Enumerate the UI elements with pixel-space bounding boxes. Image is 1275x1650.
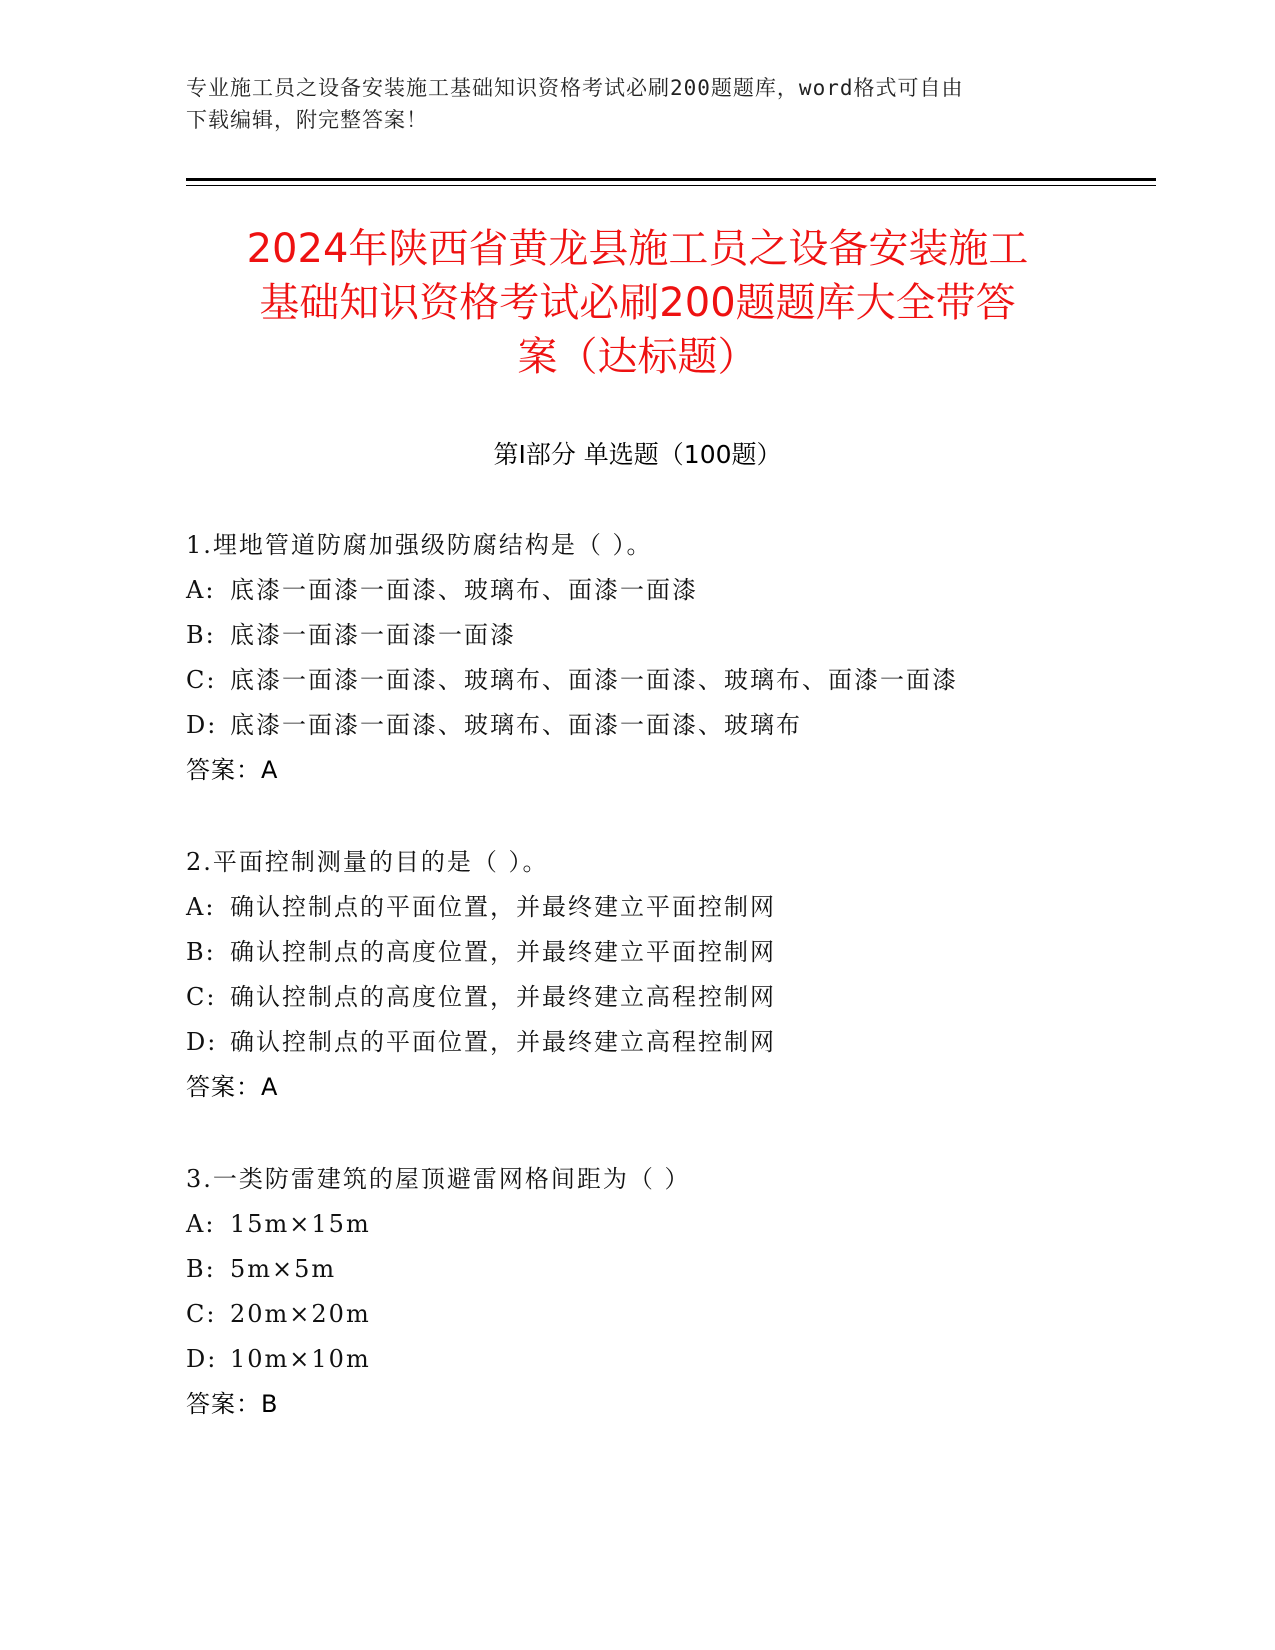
header-note [186,72,1066,136]
option-text: 底漆一面漆一面漆、玻璃布、面漆一面漆、玻璃布、面漆一面漆 [230,666,958,694]
header-divider-thin [186,185,1156,186]
option-text: 底漆一面漆一面漆一面漆 [230,621,516,649]
document-title-line-1: 2024年陕西省黄龙县施工员之设备安装施工 [246,226,1029,272]
option-c [186,658,1086,703]
question-2 [186,840,1086,1110]
option-a [186,568,1086,613]
option-b [186,613,1086,658]
option-key: B: [186,621,216,649]
option-key: B: [186,938,216,966]
question-1 [186,523,1086,793]
option-key: C: [186,983,217,1011]
option-text: 底漆一面漆一面漆、玻璃布、面漆一面漆 [230,576,698,604]
option-text: 底漆一面漆一面漆、玻璃布、面漆一面漆、玻璃布 [230,711,802,739]
option-a [186,1202,1086,1247]
header-note-line-1: 专业施工员之设备安装施工基础知识资格考试必刷200题题库，word格式可自由 [186,76,964,100]
option-d [186,703,1086,748]
option-key: C: [186,666,217,694]
option-text: 10m×10m [230,1345,371,1373]
option-text: 5m×5m [230,1255,337,1283]
option-text: 确认控制点的平面位置，并最终建立平面控制网 [230,893,776,921]
answer-label: 答案：A [186,756,279,784]
section-heading: 第Ⅰ部分 单选题（100题） [493,440,782,469]
document-title-line-3: 案（达标题） [517,334,758,380]
question-stem: 1.埋地管道防腐加强级防腐结构是（ ）。 [186,531,653,559]
option-text: 20m×20m [230,1300,371,1328]
header-divider-thick [186,178,1156,181]
option-c [186,1292,1086,1337]
document-title [160,222,1115,384]
question-3 [186,1157,1086,1427]
option-key: D: [186,1345,218,1373]
option-text: 15m×15m [230,1210,371,1238]
document-title-line-2: 基础知识资格考试必刷200题题库大全带答 [259,280,1016,326]
option-key: B: [186,1255,216,1283]
option-d [186,1020,1086,1065]
option-text: 确认控制点的平面位置，并最终建立高程控制网 [230,1028,776,1056]
option-b [186,930,1086,975]
option-key: C: [186,1300,217,1328]
option-a [186,885,1086,930]
answer-label: 答案：B [186,1390,279,1418]
question-stem: 3.一类防雷建筑的屋顶避雷网格间距为（ ） [186,1165,691,1193]
option-key: A: [186,576,216,604]
option-b [186,1247,1086,1292]
answer-label: 答案：A [186,1073,279,1101]
option-text: 确认控制点的高度位置，并最终建立平面控制网 [230,938,776,966]
option-d [186,1337,1086,1382]
option-text: 确认控制点的高度位置，并最终建立高程控制网 [230,983,776,1011]
option-c [186,975,1086,1020]
question-stem: 2.平面控制测量的目的是（ ）。 [186,848,549,876]
option-key: D: [186,711,218,739]
option-key: A: [186,893,216,921]
header-note-line-2: 下载编辑，附完整答案！ [186,108,428,132]
option-key: D: [186,1028,218,1056]
option-key: A: [186,1210,216,1238]
